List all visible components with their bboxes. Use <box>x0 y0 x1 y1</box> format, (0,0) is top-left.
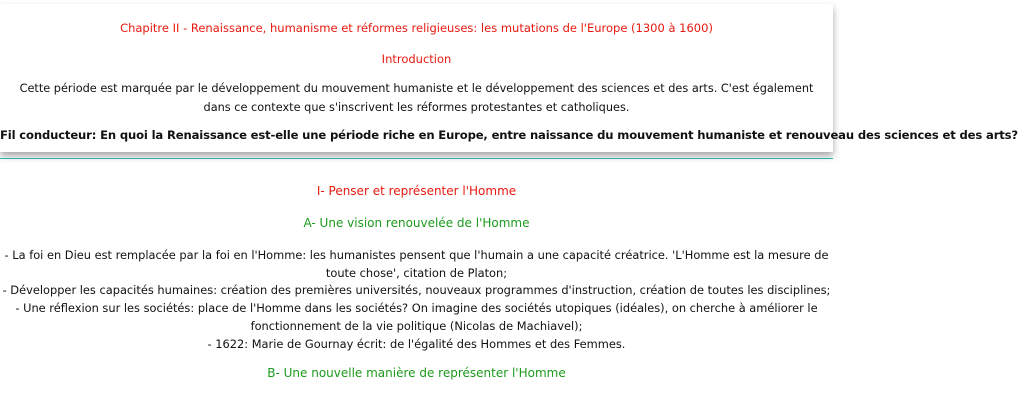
list-item: - 1622: Marie de Gournay écrit: de l'égalité des Hommes et des Femmes. <box>207 336 626 351</box>
list-item: - La foi en Dieu est remplacée par la foi en l'Homme: les humanistes pensent que l'humain a une capacité créatrice. 'L'Homme est la mesure de toute chose', citation de Platon; <box>4 248 829 280</box>
subsection-a-list <box>0 247 833 353</box>
chapter-title: Chapitre II - Renaissance, humanisme et réformes religieuses: les mutations de l'Europe (1300 à 1600) <box>120 21 713 35</box>
intro-paragraph: Cette période est marquée par le développement du mouvement humaniste et le développement des sciences et des arts. C'est également dans ce contexte que s'inscrivent les réformes protestantes et catholiques. <box>19 82 814 114</box>
header-card <box>0 4 1018 152</box>
subsection-b-title: B- Une nouvelle manière de représenter l'Homme <box>267 366 566 380</box>
guiding-question: Fil conducteur: En quoi la Renaissance est-elle une période riche en Europe, entre naissance du mouvement humaniste et renouveau des sciences et des arts? <box>0 128 1018 142</box>
section-1-title: I- Penser et représenter l'Homme <box>316 184 517 198</box>
section-divider <box>0 158 833 159</box>
list-item: - Une réflexion sur les sociétés: place de l'Homme dans les sociétés? On imagine des sociétés utopiques (idéales), on cherche à améliorer le fonctionnement de la vie politique (Nicolas de Machiavel); <box>15 301 818 333</box>
intro-heading: Introduction <box>381 52 452 66</box>
list-item: - Développer les capacités humaines: création des premières universités, nouveaux programmes d'instruction, création de toutes les disciplines; <box>2 283 831 298</box>
subsection-a-title: A- Une vision renouvelée de l'Homme <box>303 216 530 230</box>
